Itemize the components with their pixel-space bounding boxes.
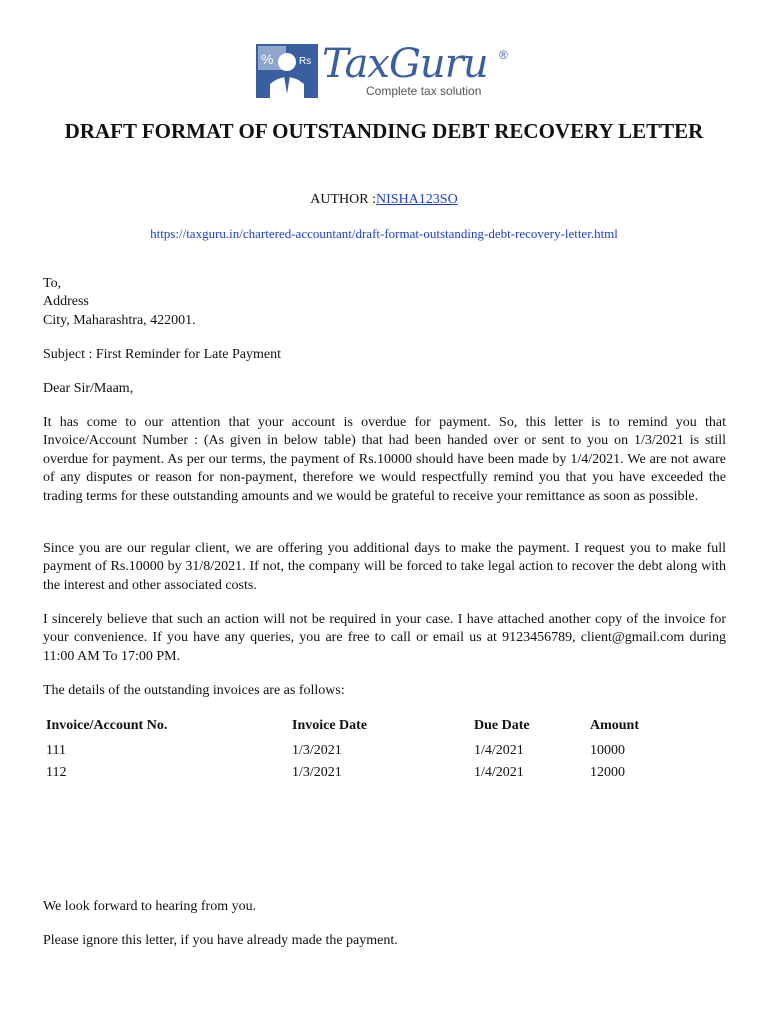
closing-line-1: We look forward to hearing from you.: [43, 899, 257, 914]
recipient-address: [43, 275, 726, 330]
taxguru-logo-icon: [256, 44, 318, 98]
paragraph-2: Since you are our regular client, we are offering you additional days to make the payment. I request you to make full payment of Rs.10000 by 31/8/2021. If not, the company will be forced to take legal action to recover the debt along with the interest and other associated costs.: [43, 541, 726, 593]
cell-due-date: 1/4/2021: [474, 743, 524, 758]
logo-wordmark: TaxGuru: [322, 41, 488, 87]
document-title: DRAFT FORMAT OF OUTSTANDING DEBT RECOVERY LETTER: [64, 119, 704, 143]
subject-line: Subject : First Reminder for Late Payment: [43, 347, 281, 362]
source-url-link[interactable]: https://taxguru.in/chartered-accountant/draft-format-outstanding-debt-recovery-letter.html: [150, 226, 618, 241]
cell-due-date: 1/4/2021: [474, 765, 524, 780]
taxguru-logo[interactable]: [256, 42, 516, 100]
cell-invoice-no: 111: [46, 743, 66, 758]
paragraph-3: I sincerely believe that such an action will not be required in your case. I have attached another copy of the invoice for your convenience. If you have any queries, you are free to call or email us at 9123456789, client@gmail.com during 11:00 AM To 17:00 PM.: [43, 612, 726, 664]
cell-amount: 10000: [590, 743, 625, 758]
details-intro: The details of the outstanding invoices are as follows:: [43, 683, 345, 698]
address-to: To,: [43, 276, 62, 291]
author-line: [0, 192, 768, 208]
header-invoice-no: Invoice/Account No.: [46, 718, 168, 733]
header-invoice-date: Invoice Date: [292, 718, 368, 733]
table-row: [43, 740, 673, 762]
table-header-row: [43, 716, 673, 740]
header-amount: Amount: [590, 718, 640, 733]
logo-mark-text: Rs: [299, 56, 312, 67]
header-due-date: Due Date: [474, 718, 530, 733]
cell-invoice-date: 1/3/2021: [292, 743, 342, 758]
author-label: AUTHOR :: [310, 192, 377, 207]
author-link[interactable]: NISHA123SO: [376, 192, 458, 207]
closing-line-2: Please ignore this letter, if you have already made the payment.: [43, 933, 398, 948]
address-line-2: City, Maharashtra, 422001.: [43, 312, 196, 328]
salutation: Dear Sir/Maam,: [43, 381, 134, 396]
paragraph-1: It has come to our attention that your account is overdue for payment. So, this letter is to remind you that Invoice/Account Number : (As given in below table) that had been handed over or sent to you on 1/3/2021 is still overdue for payment. As per our terms, the payment of Rs.10000 should have been made by 1/4/2021. We are not aware of any disputes or reason for non-payment, therefore we would respectfully remind you that you have exceeded the trading terms for these outstanding amounts and we would be grateful to receive your remittance as soon as possible.: [43, 415, 726, 504]
table-row: [43, 762, 673, 784]
invoice-table: [43, 716, 673, 784]
address-line-1: Address: [43, 294, 89, 310]
registered-mark: ®: [499, 48, 508, 62]
logo-tagline: Complete tax solution: [366, 84, 482, 98]
svg-text:%: %: [261, 51, 274, 67]
cell-amount: 12000: [590, 765, 625, 780]
cell-invoice-no: 112: [46, 765, 67, 780]
cell-invoice-date: 1/3/2021: [292, 765, 342, 780]
